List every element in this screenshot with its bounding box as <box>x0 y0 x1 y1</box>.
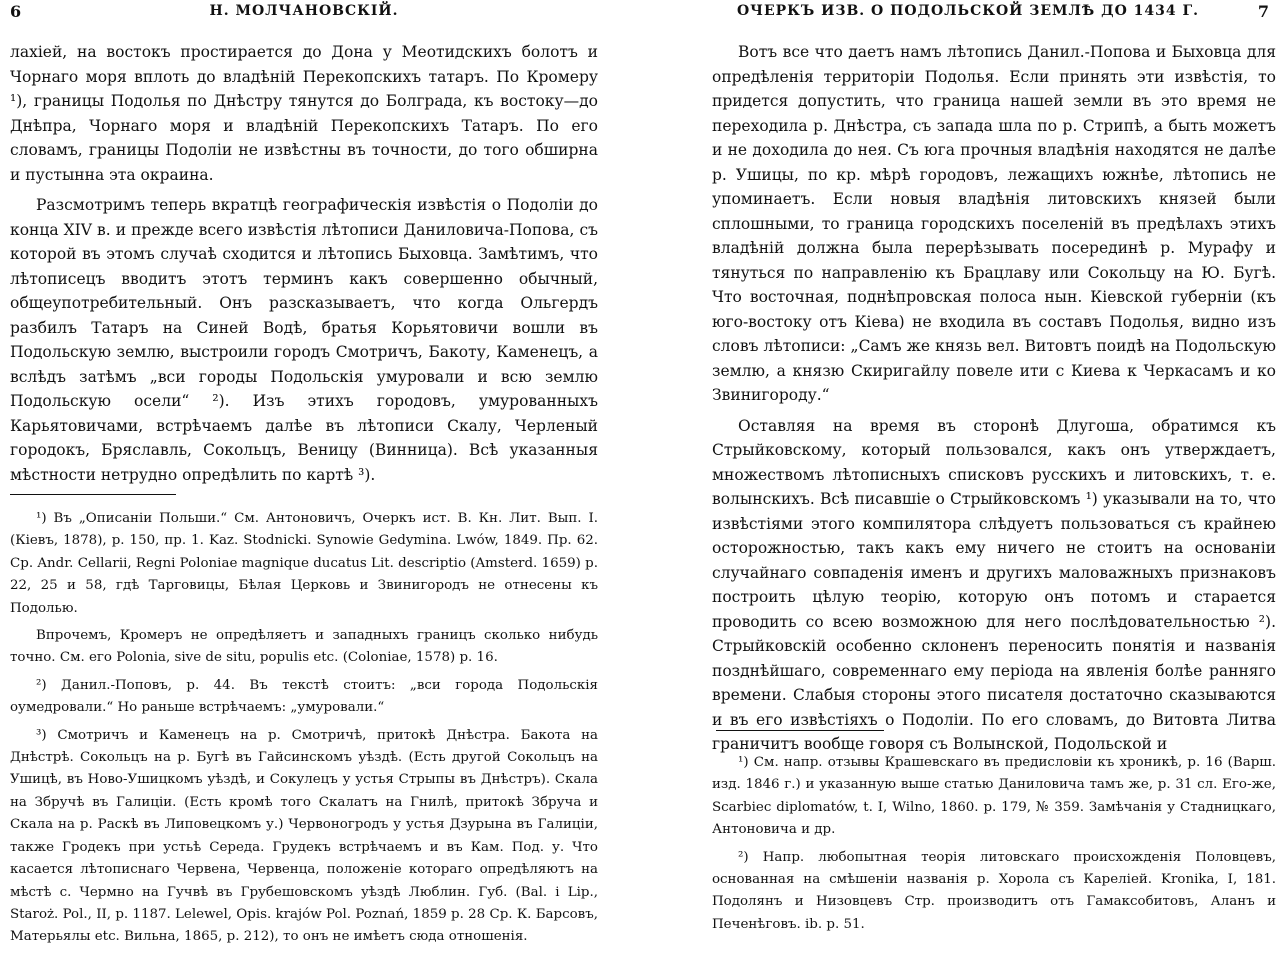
page-number: 6 <box>10 2 23 21</box>
right-page <box>676 0 1280 967</box>
footnote: ¹) Въ „Описаніи Польши.“ См. Антоновичъ, Очеркъ ист. В. Кн. Лит. Вып. I. (Кіевъ, 1878), р. 150, пр. 1. Kaz. Stodnicki. Synowie Gedymina. Lwów, 1849. Пр. 62. Ср. Andr. Cellarii, Regni Poloniae magnique ducatus Lit. descriptio (Amsterd. 1659) р. 22, 25 и 58, гдѣ Тарговицы, Бѣлая Церковь и Звинигородъ не отнесены къ Подолью. <box>10 511 598 616</box>
left-running-head <box>10 2 598 24</box>
page-number: 7 <box>1257 2 1270 21</box>
body-paragraph: лахіей, на востокъ простирается до Дона у Меотидскихъ болотъ и Чорнаго моря вплоть до владѣній Перекопскихъ татаръ. По Кромеру ¹), границы Подолья по Днѣстру тянутся до Болграда, къ востоку—до Днѣпра, Чорнаго моря и владѣній Перекопскихъ Татаръ. По его словамъ, границы Подоліи не извѣстны въ точности, до того обширна и пустынна эта окраина. <box>10 43 598 184</box>
footnote: ³) Смотричъ и Каменецъ на р. Смотричѣ, притокѣ Днѣстра. Бакота на Днѣстрѣ. Сокольцъ на р. Бугѣ въ Гайсинскомъ уѣздѣ. (Есть другой Сокольцъ на Ушицѣ, въ Ново-Ушицкомъ уѣздѣ, и Сокулецъ у устья Стрыпы въ Днѣстръ). Скала на Збручѣ въ Галиціи. (Есть кромѣ того Скалатъ на Гнилѣ, притокѣ Збруча и Скала на р. Раскѣ въ Липовецкомъ у.) Червоногродъ у устья Дзурына въ Галиціи, также Гродекъ при устьѣ Середа. Грудекъ встрѣчаемъ и въ Кам. Под. у. Что касается лѣтописнаго Червена, Червенца, положеніе котораго опредѣляютъ на мѣстѣ с. Чермно на Гучвѣ въ Грубешовскомъ уѣздѣ Люблин. Губ. (Bal. i Lip., Staroż. Pol., II, р. 1187. Lelewel, Opis. krajów Pol. Poznań, 1859 р. 28 Ср. К. Барсовъ, Матерьялы etc. Вильна, 1865, р. 212), то онъ не имѣетъ сюда отношенія. <box>10 727 598 945</box>
running-title: ОЧЕРКЪ ИЗВ. О ПОДОЛЬСКОЙ ЗЕМЛѢ ДО 1434 Г. <box>736 3 1200 19</box>
right-body-text <box>712 40 1276 757</box>
running-title: Н. МОЛЧАНОВСКІЙ. <box>209 3 399 19</box>
right-running-head <box>686 2 1270 24</box>
footnote: ²) Данил.-Поповъ, р. 44. Въ текстѣ стоитъ: „вси города Подольскія оумедровали.“ Но раньше встрѣчаемъ: „умуровали.“ <box>10 677 598 716</box>
body-paragraph: Вотъ все что даетъ намъ лѣтопись Данил.-Попова и Быховца для опредѣленія территоріи Подолья. Если принять эти извѣстія, то придется допустить, что граница нашей земли въ это время не переходила р. Днѣстра, съ запада шла по р. Стрипѣ, а быть можетъ и не доходила до нея. Съ юга прочныя владѣнія находятся не далѣе р. Ушицы, по кр. мѣрѣ городовъ, лежащихъ южнѣе, лѣтопись не упоминаетъ. Если новыя владѣнія литовскихъ князей были сплошными, то граница городскихъ поселеній въ предѣлахъ этихъ владѣній должна была перерѣзывать посерединѣ р. Мурафу и тянуться по направленію къ Брацлаву или Сокольцу на Ю. Бугѣ. Что восточная, поднѣпровская полоса нын. Кіевской губерніи (къ юго-востоку отъ Кіева) не входила въ составъ Подолья, видно изъ словъ лѣтописи: „Самъ же князь вел. Витовтъ поидѣ на Подольскую землю, а князю Скиригайлу повеле ити с Киева к Черкасамъ и ко Звинигороду.“ <box>712 43 1276 404</box>
footnote: ²) Напр. любопытная теорія литовскаго происхожденія Половцевъ, основанная на смѣшеніи названія р. Хорола съ Кареліей. Kronika, I, 181. Подолянъ и Низовцевъ Стр. производитъ отъ Гамаксобитовъ, Аланъ и Печенѣговъ. ib. р. 51. <box>712 849 1276 932</box>
footnote-divider <box>716 730 884 731</box>
footnote: ¹) См. напр. отзывы Крашевскаго въ предисловіи къ хроникѣ, р. 16 (Варш. изд. 1846 г.) и указанную выше статью Даниловича тамъ же, р. 31 сл. Его-же, Scarbiec diplomatów, t. I, Wilno, 1860. р. 179, № 359. Замѣчанія у Стадницкаго, Антоновича и др. <box>712 755 1276 838</box>
left-footnotes <box>10 508 598 949</box>
right-footnotes <box>712 752 1276 936</box>
body-paragraph: Разсмотримъ теперь вкратцѣ географическія извѣстія о Подоліи до конца XIV в. и прежде всего извѣстія лѣтописи Даниловича-Попова, съ которой въ этомъ случаѣ сходится и лѣтопись Быховца. Замѣтимъ, что лѣтописецъ вводитъ этотъ терминъ какъ совершенно обычный, общеупотребительный. Онъ разсказываетъ, что когда Ольгердъ разбилъ Татаръ на Синей Водѣ, братья Корьятовичи вошли въ Подольскую землю, выстроили городъ Смотричъ, Бакоту, Каменецъ, а вслѣдъ затѣмъ „вси городы Подольскія умуровали и всю землю Подольскую осели“ ²). Изъ этихъ городовъ, умурованныхъ Карьятовичами, встрѣчаемъ далѣе въ лѣтописи Скалу, Черленый городокъ, Бряславль, Сокольцъ, Веницу (Винница). Всѣ указанныя мѣстности нетрудно опредѣлить по картѣ ³). <box>10 196 598 484</box>
body-paragraph: Оставляя на время въ сторонѣ Длугоша, обратимся къ Стрыйковскому, который пользовался, какъ онъ утверждаетъ, множествомъ лѣтописныхъ списковъ русскихъ и литовскихъ, т. е. волынскихъ. Всѣ писавшіе о Стрыйковскомъ ¹) указывали на то, что извѣстіями этого компилятора слѣдуетъ пользоваться съ крайнею осторожностью, такъ какъ ему ничего не стоитъ на основаніи случайнаго совпаденія именъ и другихъ маловажныхъ признаковъ построить цѣлую теорію, которую онъ потомъ и старается проводить со всею возможною для него послѣдовательностью ²). Стрыйковскій особенно склоненъ переносить понятія и названія позднѣйшаго, современнаго ему періода на явленія болѣе ранняго времени. Слабыя стороны этого писателя достаточно сказываются и въ его извѣстіяхъ о Подоліи. По его словамъ, до Витовта Литва граничитъ вообще говоря съ Волынской, Подольской и <box>712 416 1276 753</box>
left-body-text <box>10 40 598 487</box>
footnote-divider <box>10 494 176 495</box>
left-page <box>0 0 608 967</box>
footnote: Впрочемъ, Кромеръ не опредѣляетъ и западныхъ границъ сколько нибудь точно. См. его Polonia, sive de situ, populis etc. (Coloniae, 1578) р. 16. <box>10 628 598 666</box>
